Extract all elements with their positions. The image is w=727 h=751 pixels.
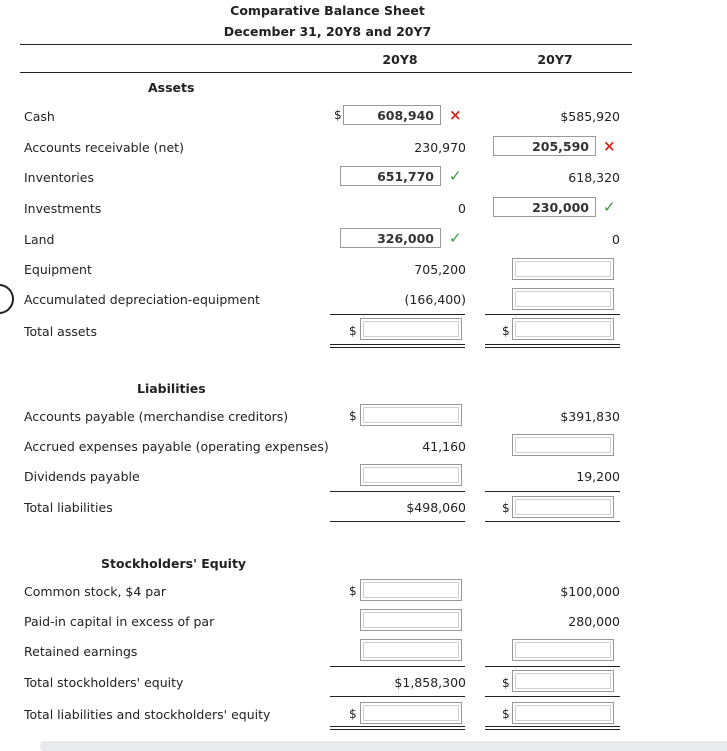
cash-y7-value: $585,920 xyxy=(560,109,620,124)
accounts-receivable-y7-wrong-icon: × xyxy=(603,137,616,155)
column-header-rule xyxy=(20,72,632,73)
investments-y7-check-icon: ✓ xyxy=(603,198,616,216)
inventories-y8-input[interactable]: 651,770 xyxy=(340,166,441,186)
total-equity-y8-value: $1,858,300 xyxy=(394,675,466,690)
header-rule xyxy=(20,44,632,45)
land-y7-value: 0 xyxy=(612,232,620,247)
assets-heading: Assets xyxy=(148,80,195,95)
total-equity-y7-rule xyxy=(485,696,620,697)
inventories-y8-check-icon: ✓ xyxy=(449,167,462,185)
total-liabilities-y7-dollar: $ xyxy=(502,501,510,515)
total-liab-equity-y7-double-rule xyxy=(485,726,620,730)
accrued-expenses-y8-value: 41,160 xyxy=(422,439,466,454)
accounts-receivable-y8-value: 230,970 xyxy=(414,140,466,155)
accrued-expenses-y7-input[interactable] xyxy=(512,434,614,456)
total-liab-equity-y8-input[interactable] xyxy=(360,702,462,724)
investments-label: Investments xyxy=(24,201,102,216)
total-assets-y7-dollar: $ xyxy=(502,324,510,338)
equity-heading: Stockholders' Equity xyxy=(101,556,247,571)
sheet-subtitle: December 31, 20Y8 and 20Y7 xyxy=(223,24,432,39)
dividends-payable-y8-input[interactable] xyxy=(360,464,462,486)
total-equity-y8-rule xyxy=(330,696,465,697)
horizontal-scrollbar[interactable] xyxy=(40,741,727,751)
assets-y7-subtotal-rule xyxy=(485,314,620,315)
land-y8-check-icon: ✓ xyxy=(449,229,462,247)
column-header-20y7: 20Y7 xyxy=(537,52,573,67)
accumulated-depreciation-label: Accumulated depreciation-equipment xyxy=(24,292,260,307)
column-header-20y8: 20Y8 xyxy=(382,52,418,67)
paid-in-capital-y8-input[interactable] xyxy=(360,609,462,631)
accumulated-depreciation-y8-value: (166,400) xyxy=(404,292,466,307)
total-liab-equity-label: Total liabilities and stockholders' equity xyxy=(24,707,271,722)
total-assets-y7-double-rule xyxy=(485,344,620,348)
accounts-payable-y8-dollar: $ xyxy=(349,409,357,423)
cash-y8-dollar: $ xyxy=(334,108,342,122)
equity-y8-subtotal-rule xyxy=(330,666,465,667)
equity-y7-subtotal-rule xyxy=(485,666,620,667)
total-assets-y8-double-rule xyxy=(330,344,465,348)
inventories-y7-value: 618,320 xyxy=(568,170,620,185)
equipment-label: Equipment xyxy=(24,262,92,277)
dividends-payable-y7-value: 19,200 xyxy=(576,469,620,484)
total-assets-y8-dollar: $ xyxy=(349,324,357,338)
retained-earnings-y8-input[interactable] xyxy=(360,639,462,661)
inventories-label: Inventories xyxy=(24,170,94,185)
total-liabilities-y8-value: $498,060 xyxy=(406,500,466,515)
radio-icon[interactable] xyxy=(0,284,14,314)
common-stock-label: Common stock, $4 par xyxy=(24,584,167,599)
equipment-y7-input[interactable] xyxy=(512,258,614,280)
investments-y8-value: 0 xyxy=(458,201,466,216)
accounts-payable-y8-input[interactable] xyxy=(360,404,462,426)
land-y8-input[interactable]: 326,000 xyxy=(340,228,441,248)
total-liab-equity-y8-double-rule xyxy=(330,726,465,730)
total-liabilities-y7-rule xyxy=(485,521,620,522)
total-liab-equity-y7-input[interactable] xyxy=(512,702,614,724)
retained-earnings-label: Retained earnings xyxy=(24,644,138,659)
liabilities-heading: Liabilities xyxy=(137,381,206,396)
cash-label: Cash xyxy=(24,109,55,124)
total-assets-y8-input[interactable] xyxy=(360,318,462,340)
accumulated-depreciation-y7-input[interactable] xyxy=(512,288,614,310)
accounts-payable-y7-value: $391,830 xyxy=(560,409,620,424)
accounts-payable-label: Accounts payable (merchandise creditors) xyxy=(24,409,289,424)
paid-in-capital-label: Paid-in capital in excess of par xyxy=(24,614,215,629)
common-stock-y7-value: $100,000 xyxy=(560,584,620,599)
total-assets-y7-input[interactable] xyxy=(512,318,614,340)
land-label: Land xyxy=(24,232,55,247)
total-assets-label: Total assets xyxy=(24,324,97,339)
paid-in-capital-y7-value: 280,000 xyxy=(568,614,620,629)
accounts-receivable-y7-input[interactable]: 205,590 xyxy=(493,136,596,156)
liabilities-y7-subtotal-rule xyxy=(485,491,620,492)
common-stock-y8-input[interactable] xyxy=(360,579,462,601)
equipment-y8-value: 705,200 xyxy=(414,262,466,277)
total-liab-equity-y8-dollar: $ xyxy=(349,707,357,721)
assets-y8-subtotal-rule xyxy=(330,314,465,315)
total-liabilities-y8-rule xyxy=(330,521,465,522)
total-liabilities-y7-input[interactable] xyxy=(512,496,614,518)
retained-earnings-y7-input[interactable] xyxy=(512,639,614,661)
investments-y7-input[interactable]: 230,000 xyxy=(493,197,596,217)
total-equity-y7-input[interactable] xyxy=(512,670,614,692)
cash-y8-wrong-icon: × xyxy=(449,106,462,124)
cash-y8-input[interactable]: 608,940 xyxy=(343,105,441,125)
accounts-receivable-label: Accounts receivable (net) xyxy=(24,140,184,155)
accrued-expenses-label: Accrued expenses payable (operating expenses) xyxy=(24,439,329,454)
total-equity-label: Total stockholders' equity xyxy=(24,675,184,690)
total-liab-equity-y7-dollar: $ xyxy=(502,707,510,721)
total-equity-y7-dollar: $ xyxy=(502,676,510,690)
common-stock-y8-dollar: $ xyxy=(349,584,357,598)
dividends-payable-label: Dividends payable xyxy=(24,469,140,484)
total-liabilities-label: Total liabilities xyxy=(24,500,113,515)
sheet-title: Comparative Balance Sheet xyxy=(230,3,425,18)
liabilities-y8-subtotal-rule xyxy=(330,491,465,492)
